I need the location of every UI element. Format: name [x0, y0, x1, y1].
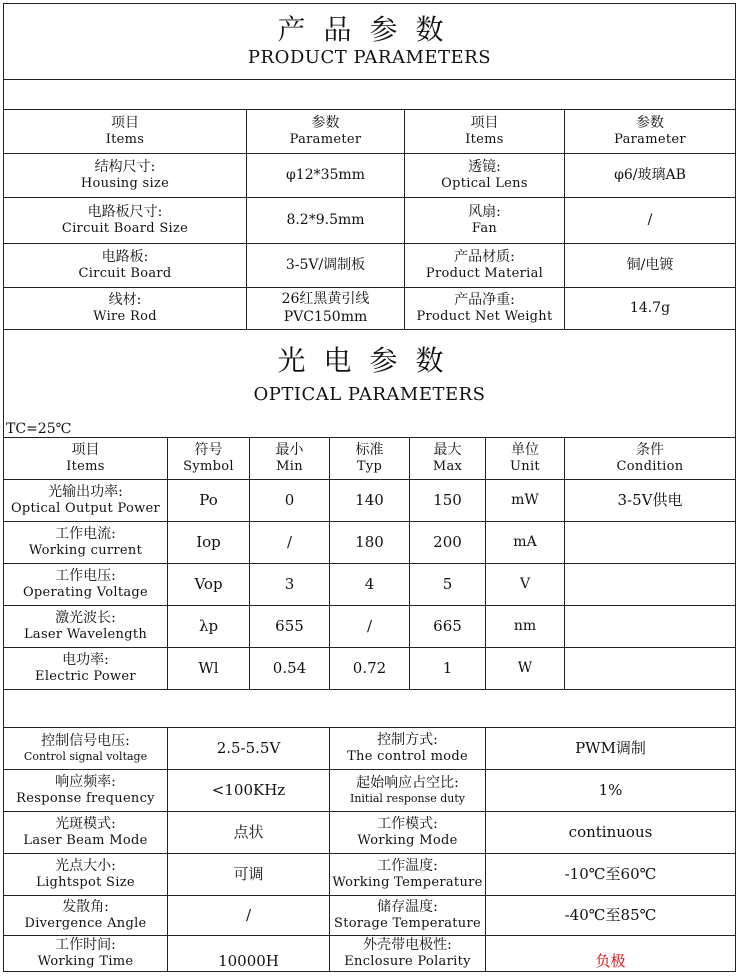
col-zh: 最小: [275, 441, 304, 458]
label-zh: 结构尺寸:: [94, 158, 156, 175]
optical-title-block: [4, 330, 735, 420]
min: 0.54: [249, 648, 329, 689]
symbol: Vop: [167, 564, 249, 605]
label-zh: 工作温度:: [377, 857, 438, 874]
header-item-zh: 项目: [470, 114, 499, 131]
value: -40℃至85℃: [485, 896, 735, 935]
label-zh: 线材:: [108, 291, 142, 308]
condition: [564, 648, 735, 689]
min: 0: [249, 480, 329, 521]
label-zh: 外壳带电极性:: [363, 936, 452, 953]
label-en: Optical Output Power: [10, 501, 161, 517]
header-param-zh: 参数: [636, 114, 664, 131]
condition: [564, 606, 735, 647]
label-zh: 工作电压:: [55, 567, 116, 584]
label-zh: 起始响应占空比:: [356, 774, 459, 791]
polarity-value: 负极: [485, 936, 735, 971]
value: 8.2*9.5mm: [286, 211, 365, 228]
col-zh: 条件: [636, 441, 664, 458]
value: 铜/电镀: [626, 256, 674, 273]
test-condition: TC=25℃: [6, 421, 72, 437]
table-row: [4, 770, 735, 812]
header-item-zh: 项目: [111, 114, 139, 131]
label-zh: 控制方式:: [377, 731, 438, 748]
symbol: λp: [167, 606, 249, 647]
table-row: [4, 522, 735, 564]
col-en: Condition: [616, 459, 684, 475]
table-row: [4, 936, 735, 971]
col-en: Items: [66, 459, 105, 475]
header-item-en: Items: [105, 132, 145, 148]
label-zh: 发散角:: [62, 898, 109, 915]
label-en: Control signal voltage: [23, 750, 148, 764]
col-zh: 符号: [194, 441, 223, 458]
value: /: [167, 896, 329, 935]
typ: 140: [329, 480, 409, 521]
optical-title-en: OPTICAL PARAMETERS: [253, 383, 486, 405]
symbol: Wl: [167, 648, 249, 689]
table-row: [4, 728, 735, 770]
parameter-sheet: [3, 3, 736, 972]
table-row: [4, 564, 735, 606]
label-en: Operating Voltage: [22, 585, 149, 601]
typ: /: [329, 606, 409, 647]
col-zh: 标准: [355, 441, 384, 458]
label-zh: 储存温度:: [377, 898, 438, 915]
label-zh: 光点大小:: [55, 857, 116, 874]
label-zh: 光输出功率:: [48, 483, 123, 500]
typ: 0.72: [329, 648, 409, 689]
label-zh: 工作时间:: [55, 936, 116, 953]
label-en: Laser Beam Mode: [23, 833, 148, 849]
table-row: [4, 288, 735, 330]
label-zh: 控制信号电压:: [41, 732, 130, 749]
value: <100KHz: [167, 770, 329, 811]
typ: 4: [329, 564, 409, 605]
table-row: [4, 854, 735, 896]
condition: 3-5V供电: [564, 480, 735, 521]
label-en: Working current: [28, 543, 143, 559]
min: /: [249, 522, 329, 563]
min: 3: [249, 564, 329, 605]
label-en: Working Temperature: [332, 875, 483, 891]
col-zh: 最大: [433, 441, 462, 458]
table-row: [4, 896, 735, 936]
max: 665: [409, 606, 485, 647]
label-zh: 透镜:: [468, 158, 501, 175]
typ: 180: [329, 522, 409, 563]
unit: W: [485, 648, 564, 689]
unit: mW: [485, 480, 564, 521]
label-en: The control mode: [347, 749, 468, 765]
unit: mA: [485, 522, 564, 563]
label-zh: 响应频率:: [55, 773, 116, 790]
value-line-2: PVC150mm: [283, 308, 368, 325]
table-row: [4, 606, 735, 648]
col-en: Symbol: [183, 459, 234, 475]
optical-header-row: [4, 438, 735, 480]
label-zh: 电路板尺寸:: [87, 203, 163, 220]
value: 14.7g: [629, 299, 671, 316]
value: 3-5V/调制板: [285, 256, 366, 273]
table-row: [4, 812, 735, 854]
product-title-block: [4, 4, 735, 80]
label-en: Working Mode: [357, 833, 458, 849]
table-row: [4, 648, 735, 690]
tc-row: [4, 420, 735, 438]
unit: V: [485, 564, 564, 605]
value: -10℃至60℃: [485, 854, 735, 895]
label-zh: 产品净重:: [454, 291, 515, 308]
value: 2.5-5.5V: [167, 728, 329, 769]
col-en: Unit: [510, 459, 540, 475]
label-en: Optical Lens: [441, 176, 528, 192]
label-zh: 电功率:: [62, 651, 109, 668]
table-row: [4, 244, 735, 288]
label-en: Storage Temperature: [334, 916, 481, 932]
spacer-row: [4, 690, 735, 728]
value: 26红黑黄引线: [281, 291, 370, 307]
table-row: [4, 480, 735, 522]
label-en: Enclosure Polarity: [344, 954, 471, 970]
symbol: Iop: [167, 522, 249, 563]
col-en: Typ: [356, 459, 383, 475]
max: 5: [409, 564, 485, 605]
label-zh: 工作模式:: [377, 815, 438, 832]
label-en: Lightspot Size: [36, 875, 135, 891]
min: 655: [249, 606, 329, 647]
label-zh: 激光波长:: [55, 609, 116, 626]
col-zh: 项目: [71, 441, 100, 458]
product-header-row: [4, 110, 735, 154]
label-zh: 产品材质:: [454, 248, 515, 265]
label-en: Product Material: [425, 266, 544, 282]
value: 1%: [485, 770, 735, 811]
label-en: Electric Power: [35, 669, 136, 685]
product-title-en: PRODUCT PARAMETERS: [247, 47, 492, 69]
header-param-zh: 参数: [311, 114, 340, 131]
value: continuous: [485, 812, 735, 853]
value: φ12*35mm: [286, 166, 365, 183]
label-zh: 电路板:: [101, 248, 149, 265]
label-en: Working Time: [37, 954, 134, 970]
max: 150: [409, 480, 485, 521]
col-en: Max: [432, 459, 463, 475]
label-zh: 工作电流:: [55, 525, 116, 542]
symbol: Po: [167, 480, 249, 521]
label-en: Circuit Board: [78, 266, 172, 282]
col-en: Min: [276, 459, 303, 475]
header-item-en: Items: [465, 132, 504, 148]
label-en: Response frequency: [16, 791, 155, 807]
condition: [564, 564, 735, 605]
value: /: [647, 211, 653, 228]
label-en: Laser Wavelength: [23, 627, 148, 643]
header-param-en: Parameter: [289, 132, 362, 148]
spacer-row: [4, 80, 735, 110]
label-en: Divergence Angle: [24, 916, 147, 932]
table-row: [4, 154, 735, 198]
max: 1: [409, 648, 485, 689]
value: φ6/玻璃AB: [614, 166, 686, 183]
label-zh: 光斑模式:: [55, 815, 116, 832]
value: 10000H: [167, 936, 329, 971]
unit: nm: [485, 606, 564, 647]
label-en: Initial response duty: [349, 792, 466, 806]
product-title-zh: 产品参数: [277, 13, 462, 47]
label-en: Circuit Board Size: [61, 221, 189, 237]
value: 可调: [167, 854, 329, 895]
table-row: [4, 198, 735, 244]
condition: [564, 522, 735, 563]
label-en: Wire Rod: [93, 309, 157, 325]
optical-title-zh: 光电参数: [277, 343, 462, 377]
label-zh: 风扇:: [468, 203, 501, 220]
value: 点状: [167, 812, 329, 853]
value: PWM调制: [485, 728, 735, 769]
col-zh: 单位: [511, 441, 539, 458]
label-en: Product Net Weight: [416, 309, 553, 325]
max: 200: [409, 522, 485, 563]
header-param-en: Parameter: [614, 132, 686, 148]
label-en: Fan: [471, 221, 498, 237]
label-en: Housing size: [80, 176, 170, 192]
